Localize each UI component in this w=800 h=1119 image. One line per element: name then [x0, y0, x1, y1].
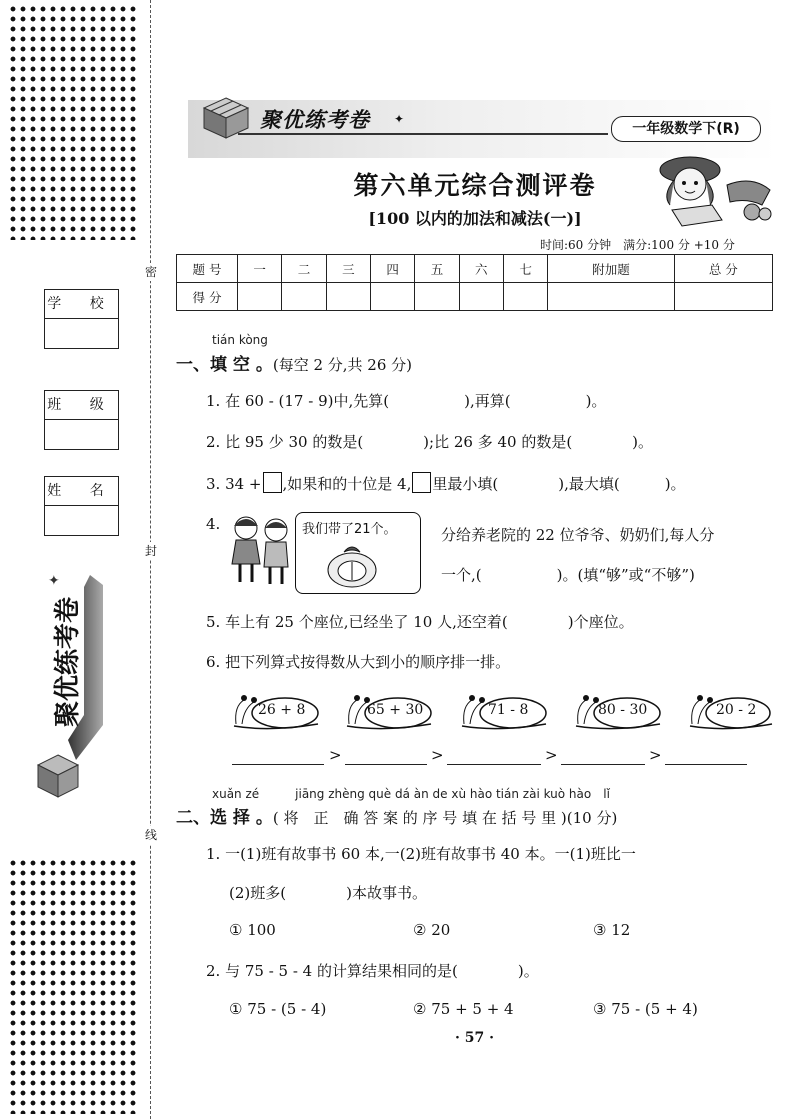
score-cell[interactable] [415, 283, 459, 311]
question-1-2: 2. 比 95 少 30 的数是( );比 26 多 40 的数是( )。 [206, 433, 654, 451]
score-header-cell: 附加题 [548, 255, 674, 283]
score-header-cell: 四 [370, 255, 414, 283]
greater-than: > [431, 746, 444, 764]
section2-title: 二、选 择 。 [176, 808, 273, 828]
option[interactable]: ① 100 [229, 921, 276, 939]
score-header-cell: 三 [326, 255, 370, 283]
children-with-mangosteen-illustration [226, 512, 298, 590]
score-cell[interactable] [503, 283, 547, 311]
dot-pattern-top [8, 4, 136, 240]
snail-card [572, 686, 664, 732]
section2-pinyin: xuǎn zé jiāng zhèng què dá àn de xù hào tián zài kuò hào lǐ [212, 787, 610, 801]
question-2-1-line1: 1. 一(1)班有故事书 60 本,一(2)班有故事书 40 本。一(1)班比一 [206, 845, 636, 863]
order-blank[interactable] [561, 764, 645, 765]
name-label: 姓 名 [45, 477, 118, 506]
mangosteen-icon [322, 540, 382, 590]
order-blank[interactable] [447, 764, 541, 765]
greater-than: > [649, 746, 662, 764]
order-blank[interactable] [232, 764, 324, 765]
score-header-cell: 二 [282, 255, 326, 283]
name-field[interactable] [45, 506, 118, 535]
speech-bubble-text: 我们带了21个。 [302, 522, 397, 537]
time-score-info: 时间:60 分钟 满分:100 分 +10 分 [540, 238, 735, 252]
score-cell[interactable] [370, 283, 414, 311]
seal-mark-xian: 线 [144, 828, 157, 842]
q3-part-c: 里最小填( ),最大填( )。 [432, 475, 686, 493]
side-brand-logo [28, 575, 118, 805]
score-row-label: 得 分 [177, 283, 238, 311]
header-rule [238, 133, 608, 135]
score-header-cell: 五 [415, 255, 459, 283]
score-cell[interactable] [282, 283, 326, 311]
section1-title: 一、填 空 。 [176, 355, 273, 375]
school-box [44, 289, 119, 349]
answer-box[interactable] [263, 472, 282, 493]
greater-than: > [545, 746, 558, 764]
svg-text:✦: ✦ [48, 575, 60, 589]
q3-part-a: 3. 34 + [206, 475, 262, 493]
score-cell[interactable] [674, 283, 772, 311]
name-box [44, 476, 119, 536]
snail-expression: 80 - 30 [598, 702, 648, 718]
girl-reading-illustration [652, 150, 780, 230]
seal-mark-mi: 密 [144, 265, 157, 279]
section2-heading [176, 803, 617, 828]
snail-card [686, 686, 778, 732]
question-1-3 [206, 472, 686, 494]
option[interactable]: ② 20 [413, 921, 451, 939]
score-header-cell: 六 [459, 255, 503, 283]
option[interactable]: ② 75 + 5 + 4 [413, 1000, 514, 1018]
seal-mark-feng: 封 [144, 544, 157, 558]
section2-note: ( 将 正 确 答 案 的 序 号 填 在 括 号 里 )(10 分) [272, 809, 618, 827]
order-blank[interactable] [665, 764, 747, 765]
page-subtitle: [100 以内的加法和减法(一)] [368, 209, 582, 228]
page-title: 第六单元综合测评卷 [353, 171, 597, 200]
q4-line-1: 分给养老院的 22 位爷爷、奶奶们,每人分 [441, 526, 715, 544]
score-cell[interactable] [459, 283, 503, 311]
option[interactable]: ③ 75 - (5 + 4) [593, 1000, 698, 1018]
q3-part-b: ,如果和的十位是 4, [282, 475, 412, 493]
question-1-1: 1. 在 60 - (17 - 9)中,先算( ),再算( )。 [206, 392, 607, 410]
question-1-6: 6. 把下列算式按得数从大到小的顺序排一排。 [206, 653, 511, 671]
answer-box[interactable] [412, 472, 431, 493]
snail-expression: 65 + 30 [367, 702, 424, 718]
cube-icon [38, 755, 78, 797]
class-label: 班 级 [45, 391, 118, 420]
snail-card [230, 686, 322, 732]
option[interactable]: ③ 12 [593, 921, 631, 939]
class-field[interactable] [45, 420, 118, 449]
score-header-cell: 七 [503, 255, 547, 283]
score-cell[interactable] [326, 283, 370, 311]
score-cell[interactable] [238, 283, 282, 311]
score-table-header-row [177, 255, 773, 283]
snail-expression: 26 + 8 [258, 702, 306, 718]
score-header-cell: 题 号 [177, 255, 238, 283]
greater-than: > [329, 746, 342, 764]
snail-expression: 71 - 8 [488, 702, 529, 718]
section1-heading [176, 350, 412, 375]
snail-expression: 20 - 2 [716, 702, 757, 718]
school-label: 学 校 [45, 290, 118, 319]
score-header-cell: 总 分 [674, 255, 772, 283]
q4-line-2: 一个,( )。(填“够”或“不够”) [441, 566, 695, 584]
section1-pinyin: tián kòng [212, 333, 268, 347]
class-box [44, 390, 119, 450]
option[interactable]: ① 75 - (5 - 4) [229, 1000, 327, 1018]
score-header-cell: 一 [238, 255, 282, 283]
score-table [176, 254, 773, 311]
question-2-1-line2: (2)班多( )本故事书。 [229, 884, 427, 902]
q4-number: 4. [206, 515, 221, 533]
grade-badge: 一年级数学下(R) [611, 116, 761, 142]
snail-card [458, 686, 550, 732]
section1-note: (每空 2 分,共 26 分) [272, 356, 413, 374]
question-1-5: 5. 车上有 25 个座位,已经坐了 10 人,还空着( )个座位。 [206, 613, 634, 631]
order-blank[interactable] [345, 764, 427, 765]
page-number: · 57 · [455, 1030, 494, 1046]
snail-card [343, 686, 435, 732]
score-table-score-row [177, 283, 773, 311]
score-cell[interactable] [548, 283, 674, 311]
side-brand-text: 聚优练考卷 [53, 596, 83, 727]
question-2-2: 2. 与 75 - 5 - 4 的计算结果相同的是( )。 [206, 962, 539, 980]
school-field[interactable] [45, 319, 118, 348]
dot-pattern-bottom [8, 858, 136, 1114]
sparkle-icon: ✦ [394, 112, 405, 126]
brand-title: 聚优练考卷 [260, 108, 370, 132]
